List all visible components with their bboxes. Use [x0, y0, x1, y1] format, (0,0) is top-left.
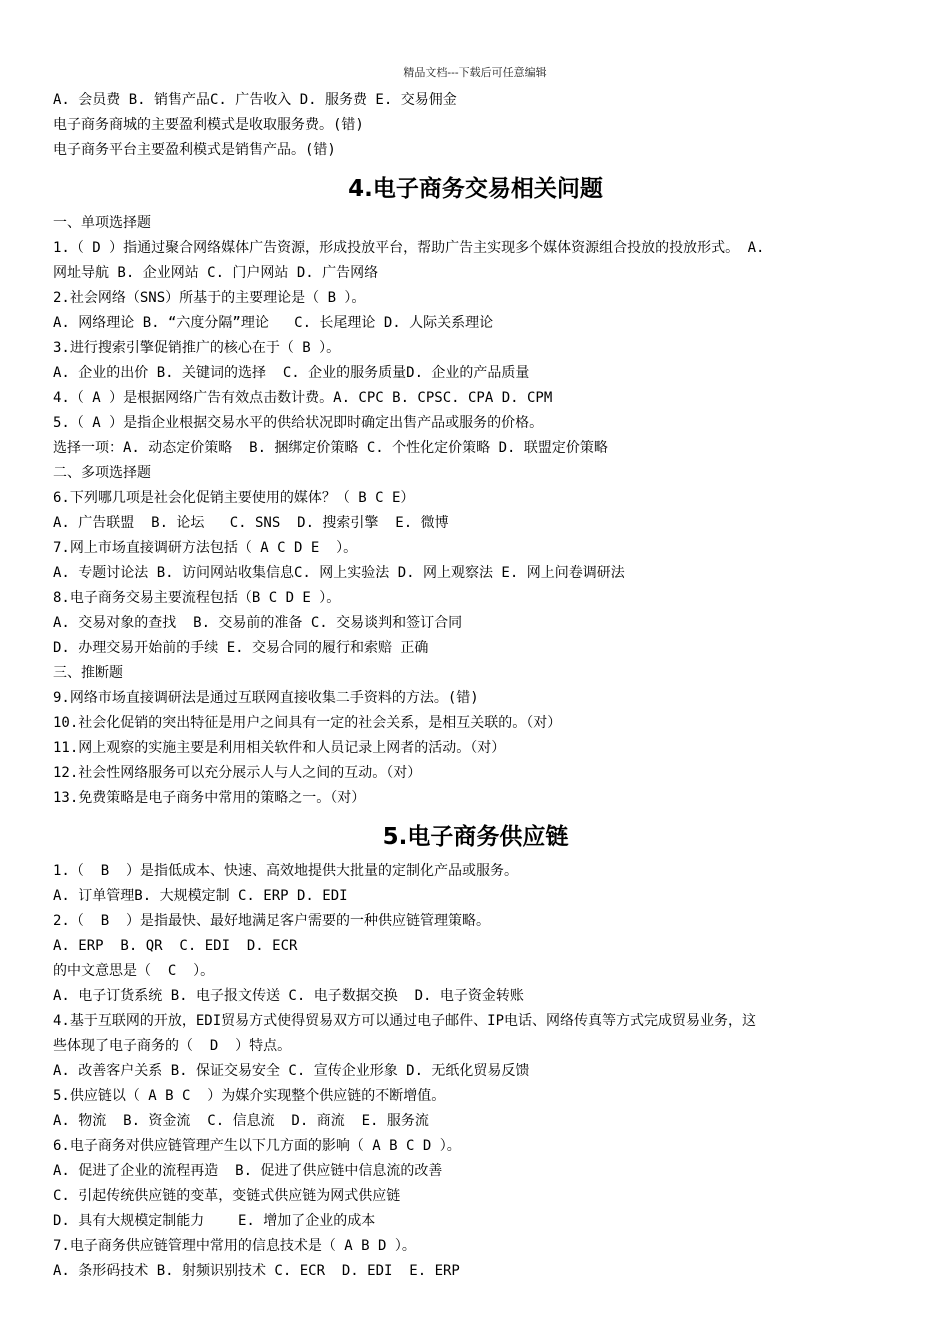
text-line: 5.供应链以（ A B C ）为媒介实现整个供应链的不断增值。 [53, 1088, 446, 1104]
text-line: 网址导航 B. 企业网站 C. 门户网站 D. 广告网络 [53, 265, 379, 281]
text-line: 5.（ A ）是指企业根据交易水平的供给状况即时确定出售产品或服务的价格。 [53, 415, 544, 431]
text-line: C. 引起传统供应链的变革，变链式供应链为网式供应链 [53, 1188, 401, 1204]
text-line: A. 订单管理B. 大规模定制 C. ERP D. EDI [53, 888, 348, 904]
text-line: 一、单项选择题 [53, 215, 151, 231]
text-line: 电子商务商城的主要盈利模式是收取服务费。(错) [53, 117, 364, 133]
text-line: 6.下列哪几项是社会化促销主要使用的媒体？（ B C E） [53, 490, 415, 506]
text-line: 1.（ B ）是指低成本、快速、高效地提供大批量的定制化产品或服务。 [53, 863, 518, 879]
text-line: 些体现了电子商务的（ D ）特点。 [53, 1038, 292, 1054]
text-line: A. ERP B. QR C. EDI D. ECR [53, 938, 298, 954]
text-line: A. 会员费 B. 销售产品C. 广告收入 D. 服务费 E. 交易佣金 [53, 92, 457, 108]
section-heading: 4.电子商务交易相关问题 [348, 176, 603, 202]
text-line: 2.社会网络（SNS）所基于的主要理论是（ B ）。 [53, 290, 366, 306]
text-line: 二、多项选择题 [53, 465, 151, 481]
text-line: 4.基于互联网的开放，EDI贸易方式使得贸易双方可以通过电子邮件、IP电话、网络传真等方式完成贸易业务，这 [53, 1013, 756, 1029]
text-line: 7.电子商务供应链管理中常用的信息技术是（ A B D ）。 [53, 1238, 416, 1254]
text-line: 3.进行搜索引擎促销推广的核心在于（ B ）。 [53, 340, 341, 356]
text-line: 2.（ B ）是指最快、最好地满足客户需要的一种供应链管理策略。 [53, 913, 490, 929]
text-line: A. 电子订货系统 B. 电子报文传送 C. 电子数据交换 D. 电子资金转账 [53, 988, 524, 1004]
text-line: A. 物流 B. 资金流 C. 信息流 D. 商流 E. 服务流 [53, 1113, 429, 1129]
text-line: 三、推断题 [53, 665, 123, 681]
text-line: A. 条形码技术 B. 射频识别技术 C. ECR D. EDI E. ERP [53, 1263, 460, 1279]
text-line: 6.电子商务对供应链管理产生以下几方面的影响（ A B C D ）。 [53, 1138, 461, 1154]
text-line: 13.免费策略是电子商务中常用的策略之一。（对） [53, 790, 366, 806]
text-line: 4.（ A ）是根据网络广告有效点击数计费。A. CPC B. CPSC. CPA D. CPM [53, 390, 553, 406]
text-line: A. 专题讨论法 B. 访问网站收集信息C. 网上实验法 D. 网上观察法 E. 网上问卷调研法 [53, 565, 625, 581]
text-line: A. 促进了企业的流程再造 B. 促进了供应链中信息流的改善 [53, 1163, 443, 1179]
text-line: 选择一项：A. 动态定价策略 B. 捆绑定价策略 C. 个性化定价策略 D. 联盟定价策略 [53, 440, 608, 456]
section-heading: 5.电子商务供应链 [382, 824, 569, 850]
text-line: D. 办理交易开始前的手续 E. 交易合同的履行和索赔 正确 [53, 640, 429, 656]
text-line: A. 网络理论 B. “六度分隔”理论 C. 长尾理论 D. 人际关系理论 [53, 315, 494, 331]
text-line: 12.社会性网络服务可以充分展示人与人之间的互动。（对） [53, 765, 422, 781]
text-line: 7.网上市场直接调研方法包括（ A C D E ）。 [53, 540, 358, 556]
text-line: 8.电子商务交易主要流程包括（B C D E ）。 [53, 590, 341, 606]
text-line: 1.（ D ）指通过聚合网络媒体广告资源，形成投放平台，帮助广告主实现多个媒体资源组合投放的投放形式。 A. [53, 240, 765, 256]
text-line: 11.网上观察的实施主要是利用相关软件和人员记录上网者的活动。（对） [53, 740, 506, 756]
page-header: 精品文档---下载后可任意编辑 [403, 66, 547, 79]
text-line: 9.网络市场直接调研法是通过互联网直接收集二手资料的方法。(错) [53, 690, 479, 706]
text-line: A. 企业的出价 B. 关键词的选择 C. 企业的服务质量D. 企业的产品质量 [53, 365, 530, 381]
text-line: A. 改善客户关系 B. 保证交易安全 C. 宣传企业形象 D. 无纸化贸易反馈 [53, 1063, 530, 1079]
text-line: D. 具有大规模定制能力 E. 增加了企业的成本 [53, 1213, 376, 1229]
text-line: 10.社会化促销的突出特征是用户之间具有一定的社会关系，是相互关联的。（对） [53, 715, 562, 731]
text-line: A. 广告联盟 B. 论坛 C. SNS D. 搜索引擎 E. 微博 [53, 515, 449, 531]
text-line: 的中文意思是（ C ）。 [53, 963, 215, 979]
text-line: 电子商务平台主要盈利模式是销售产品。(错) [53, 142, 336, 158]
text-line: A. 交易对象的查找 B. 交易前的准备 C. 交易谈判和签订合同 [53, 615, 463, 631]
document-body [53, 88, 898, 1284]
